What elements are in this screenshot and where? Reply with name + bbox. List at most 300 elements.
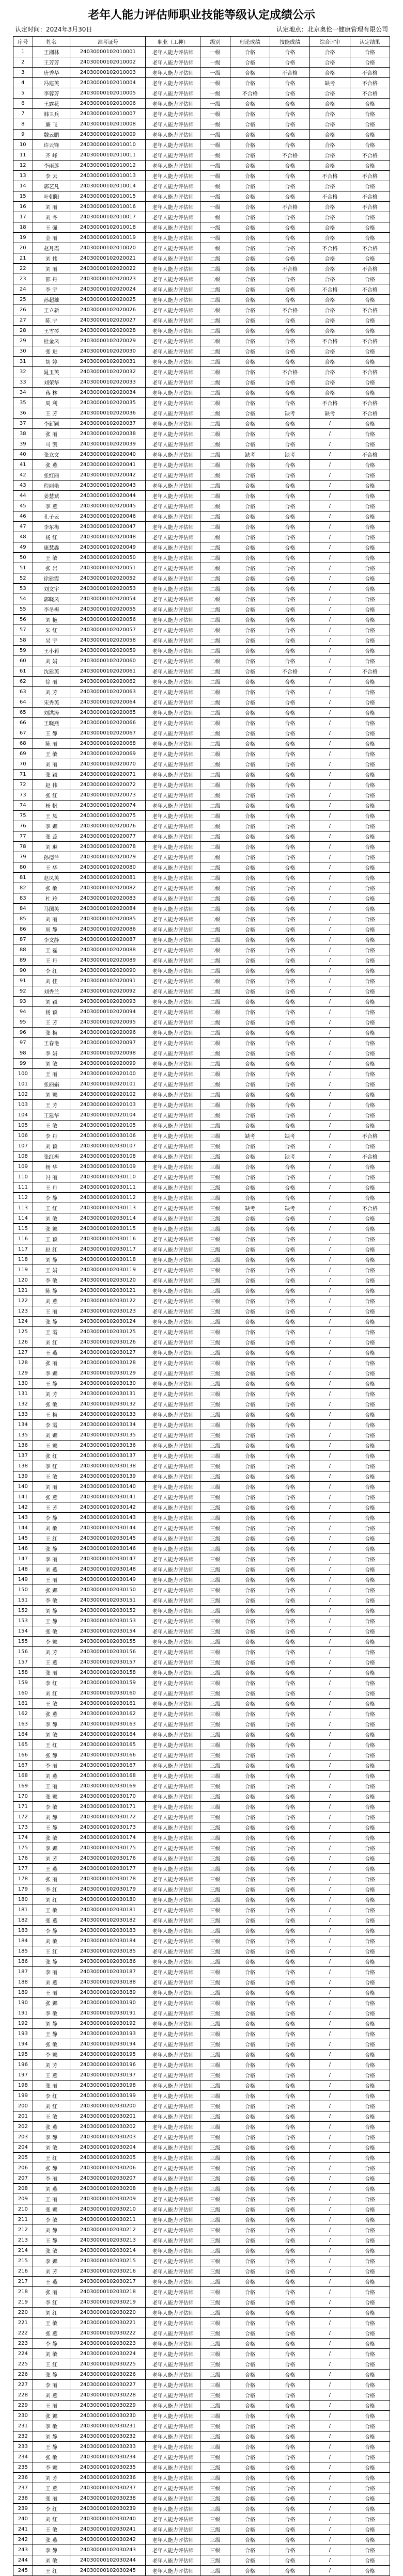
cell-no: 63: [13, 687, 33, 697]
cell-level: 二级: [200, 1110, 230, 1121]
cell-theory: 合格: [230, 1750, 270, 1761]
cell-review: 不合格: [310, 398, 350, 408]
cell-name: 张 敏: [33, 1833, 70, 1843]
cell-level: 三级: [200, 1988, 230, 1998]
cell-no: 51: [13, 563, 33, 573]
cell-occupation: 老年人能力评估师: [146, 2142, 200, 2153]
cell-skill: 合格: [270, 1389, 310, 1399]
cell-no: 211: [13, 2215, 33, 2225]
cell-level: 三级: [200, 1730, 230, 1740]
cell-name: 王 燕: [33, 2483, 70, 2493]
cell-skill: 合格: [270, 2050, 310, 2060]
cell-result: 合格: [350, 1090, 390, 1100]
table-row: [13, 831, 390, 842]
cell-skill: 合格: [270, 1977, 310, 1988]
cell-result: 合格: [350, 1255, 390, 1265]
table-row: [13, 604, 390, 615]
cell-level: 三级: [200, 2359, 230, 2370]
cell-no: 151: [13, 1595, 33, 1606]
cell-ticket: 24030000102030217: [70, 2277, 146, 2287]
cell-occupation: 老年人能力评估师: [146, 171, 200, 181]
cell-level: 二级: [200, 728, 230, 739]
cell-occupation: 老年人能力评估师: [146, 770, 200, 780]
cell-skill: 合格: [270, 635, 310, 646]
table-row: [13, 2483, 390, 2493]
cell-skill: 合格: [270, 1647, 310, 1657]
cell-result: 合格: [350, 47, 390, 57]
cell-review: /: [310, 1895, 350, 1905]
cell-result: 合格: [350, 1389, 390, 1399]
cell-level: 二级: [200, 326, 230, 336]
cell-review: /: [310, 2142, 350, 2153]
cell-skill: 合格: [270, 1007, 310, 1017]
cell-review: /: [310, 1740, 350, 1750]
cell-review: /: [310, 2153, 350, 2163]
cell-occupation: 老年人能力评估师: [146, 1977, 200, 1988]
cell-no: 130: [13, 1379, 33, 1389]
cell-level: 二级: [200, 563, 230, 573]
cell-name: 刘 芳: [33, 2266, 70, 2277]
cell-name: 刘 颖: [33, 1141, 70, 1151]
cell-theory: 合格: [230, 945, 270, 955]
cell-no: 102: [13, 1090, 33, 1100]
cell-name: 李 红: [33, 2091, 70, 2101]
cell-occupation: 老年人能力评估师: [146, 1905, 200, 1915]
cell-review: /: [310, 1977, 350, 1988]
cell-skill: 合格: [270, 1275, 310, 1286]
cell-review: /: [310, 1833, 350, 1843]
cell-name: 王 红: [33, 1533, 70, 1544]
cell-ticket: 24030000102030232: [70, 2431, 146, 2442]
cell-name: 王 颖: [33, 1234, 70, 1244]
cell-result: 合格: [350, 1967, 390, 1977]
cell-theory: 合格: [230, 2163, 270, 2173]
cell-review: /: [310, 604, 350, 615]
cell-review: /: [310, 419, 350, 429]
cell-ticket: 24030000102020076: [70, 821, 146, 831]
cell-level: 三级: [200, 1585, 230, 1595]
table-row: [13, 584, 390, 594]
cell-occupation: 老年人能力评估师: [146, 1399, 200, 1410]
cell-name: 刘 燕: [33, 1296, 70, 1306]
cell-level: 一级: [200, 202, 230, 212]
cell-name: 徐 丽: [33, 677, 70, 687]
cell-skill: 合格: [270, 99, 310, 109]
cell-skill: 合格: [270, 1100, 310, 1110]
cell-name: 张 丽: [33, 1358, 70, 1368]
cell-occupation: 老年人能力评估师: [146, 2256, 200, 2266]
cell-no: 195: [13, 2050, 33, 2060]
cell-theory: 合格: [230, 140, 270, 150]
cell-skill: 合格: [270, 2297, 310, 2308]
cell-occupation: 老年人能力评估师: [146, 542, 200, 553]
cell-level: 三级: [200, 1699, 230, 1709]
cell-level: 二级: [200, 573, 230, 584]
table-row: [13, 1069, 390, 1079]
cell-result: 不合格: [350, 336, 390, 346]
cell-skill: 合格: [270, 439, 310, 450]
cell-theory: 合格: [230, 202, 270, 212]
cell-result: 合格: [350, 790, 390, 801]
cell-level: 二级: [200, 284, 230, 295]
cell-review: /: [310, 1038, 350, 1048]
cell-name: 刘 芳: [33, 1853, 70, 1864]
cell-no: 38: [13, 429, 33, 439]
table-row: [13, 2008, 390, 2019]
cell-level: 二级: [200, 780, 230, 790]
table-row: [13, 1234, 390, 1244]
cell-name: 王 丽: [33, 2401, 70, 2411]
cell-result: 合格: [350, 2215, 390, 2225]
cell-review: /: [310, 491, 350, 501]
cell-ticket: 24030000102020061: [70, 666, 146, 677]
cell-level: 三级: [200, 1750, 230, 1761]
cell-review: /: [310, 986, 350, 997]
cell-theory: 合格: [230, 811, 270, 821]
cell-theory: 合格: [230, 119, 270, 130]
cell-review: /: [310, 1265, 350, 1275]
cell-review: /: [310, 739, 350, 749]
cell-result: 合格: [350, 2225, 390, 2235]
header-result: 认定结果: [350, 37, 390, 47]
table-row: [13, 1833, 390, 1843]
cell-occupation: 老年人能力评估师: [146, 2545, 200, 2555]
cell-theory: 合格: [230, 2256, 270, 2266]
cell-no: 50: [13, 553, 33, 563]
cell-theory: 合格: [230, 1657, 270, 1668]
cell-theory: 合格: [230, 161, 270, 171]
table-row: [13, 1017, 390, 1028]
cell-no: 237: [13, 2483, 33, 2493]
cell-name: 王 红: [33, 2566, 70, 2576]
cell-ticket: 24030000102030117: [70, 1244, 146, 1255]
cell-occupation: 老年人能力评估师: [146, 1079, 200, 1090]
cell-name: 许云锋: [33, 140, 70, 150]
cell-ticket: 24030000102030150: [70, 1585, 146, 1595]
cell-skill: 合格: [270, 1895, 310, 1905]
cell-theory: 合格: [230, 1306, 270, 1317]
cell-result: 合格: [350, 1864, 390, 1874]
cell-skill: 不合格: [270, 666, 310, 677]
cell-occupation: 老年人能力评估师: [146, 140, 200, 150]
table-row: [13, 1131, 390, 1141]
cell-theory: 合格: [230, 2297, 270, 2308]
table-row: [13, 1048, 390, 1059]
cell-name: 赵 伟: [33, 780, 70, 790]
cell-level: 三级: [200, 1616, 230, 1626]
cell-no: 223: [13, 2339, 33, 2349]
cell-review: 合格: [310, 150, 350, 161]
cell-review: /: [310, 1224, 350, 1234]
cell-name: 刘文宇: [33, 584, 70, 594]
cell-result: 合格: [350, 2359, 390, 2370]
cell-level: 三级: [200, 1647, 230, 1657]
cell-result: 合格: [350, 2566, 390, 2576]
cell-review: /: [310, 955, 350, 966]
cell-result: 合格: [350, 1100, 390, 1110]
cell-review: /: [310, 2246, 350, 2256]
cell-no: 155: [13, 1637, 33, 1647]
cell-ticket: 24030000102030111: [70, 1182, 146, 1193]
cell-level: 一级: [200, 88, 230, 99]
cell-no: 61: [13, 666, 33, 677]
cell-theory: 合格: [230, 346, 270, 357]
cell-level: 二级: [200, 739, 230, 749]
cell-name: 李 娜: [33, 1368, 70, 1379]
cell-skill: 缺考: [270, 1203, 310, 1213]
cell-review: /: [310, 842, 350, 852]
cell-name: 王 霞: [33, 1327, 70, 1337]
cell-theory: 合格: [230, 233, 270, 243]
cell-ticket: 24030000102020083: [70, 893, 146, 904]
cell-level: 二级: [200, 1048, 230, 1059]
cell-name: 张 丽: [33, 2287, 70, 2297]
cell-result: 合格: [350, 460, 390, 470]
cell-name: 王芳芳: [33, 57, 70, 68]
cell-result: 合格: [350, 955, 390, 966]
cell-ticket: 24030000102020070: [70, 759, 146, 770]
cell-no: 4: [13, 78, 33, 88]
cell-result: 合格: [350, 770, 390, 780]
cell-name: 李 宇: [33, 284, 70, 295]
cell-theory: 合格: [230, 1296, 270, 1306]
cell-level: 三级: [200, 1544, 230, 1554]
cell-review: 合格: [310, 315, 350, 326]
table-row: [13, 1265, 390, 1275]
cell-no: 59: [13, 646, 33, 656]
cell-name: 李 静: [33, 2132, 70, 2142]
table-row: [13, 1740, 390, 1750]
cell-no: 201: [13, 2111, 33, 2122]
cell-level: 三级: [200, 1348, 230, 1358]
cell-theory: 合格: [230, 336, 270, 346]
cell-occupation: 老年人能力评估师: [146, 656, 200, 666]
cell-result: 合格: [350, 1079, 390, 1090]
cell-no: 147: [13, 1554, 33, 1564]
cell-result: 合格: [350, 470, 390, 481]
cell-no: 183: [13, 1926, 33, 1936]
cell-review: /: [310, 1843, 350, 1853]
cell-ticket: 24030000102030192: [70, 2019, 146, 2029]
cell-level: 三级: [200, 1389, 230, 1399]
cell-skill: 合格: [270, 1678, 310, 1688]
cell-occupation: 老年人能力评估师: [146, 47, 200, 57]
cell-review: /: [310, 2060, 350, 2070]
cell-theory: 合格: [230, 1275, 270, 1286]
cell-review: /: [310, 1410, 350, 1420]
cell-theory: 合格: [230, 2421, 270, 2431]
cell-review: /: [310, 2308, 350, 2318]
cell-ticket: 24030000102020092: [70, 986, 146, 997]
table-row: [13, 2173, 390, 2184]
table-row: [13, 1410, 390, 1420]
cell-no: 219: [13, 2297, 33, 2308]
table-row: [13, 1791, 390, 1802]
cell-ticket: 24030000102010006: [70, 99, 146, 109]
header-name: 姓名: [33, 37, 70, 47]
cell-review: 合格: [310, 181, 350, 191]
cell-ticket: 24030000102010001: [70, 47, 146, 57]
cell-theory: 合格: [230, 305, 270, 315]
cell-review: /: [310, 2039, 350, 2050]
cell-theory: 合格: [230, 532, 270, 542]
cell-skill: 合格: [270, 161, 310, 171]
cell-skill: 合格: [270, 2493, 310, 2504]
table-row: [13, 274, 390, 284]
cell-occupation: 老年人能力评估师: [146, 2339, 200, 2349]
cell-occupation: 老年人能力评估师: [146, 2452, 200, 2462]
cell-name: 王 强: [33, 222, 70, 233]
cell-occupation: 老年人能力评估师: [146, 1657, 200, 1668]
cell-occupation: 老年人能力评估师: [146, 584, 200, 594]
cell-theory: 合格: [230, 1337, 270, 1348]
cell-ticket: 24030000102020073: [70, 790, 146, 801]
cell-theory: 合格: [230, 1895, 270, 1905]
cell-level: 三级: [200, 1368, 230, 1379]
table-row: [13, 2566, 390, 2576]
cell-occupation: 老年人能力评估师: [146, 986, 200, 997]
cell-review: /: [310, 2235, 350, 2246]
table-row: [13, 656, 390, 666]
cell-level: 三级: [200, 2091, 230, 2101]
cell-name: 王 敏: [33, 2318, 70, 2328]
cell-level: 二级: [200, 1079, 230, 1090]
cell-no: 178: [13, 1874, 33, 1884]
cell-level: 三级: [200, 2411, 230, 2421]
cell-occupation: 老年人能力评估师: [146, 2173, 200, 2184]
cell-skill: 合格: [270, 2349, 310, 2359]
cell-skill: 合格: [270, 2194, 310, 2204]
cell-occupation: 老年人能力评估师: [146, 1090, 200, 1100]
cell-result: 合格: [350, 2122, 390, 2132]
cell-name: 刘 敏: [33, 2555, 70, 2566]
cell-name: 张 敏: [33, 1399, 70, 1410]
cell-no: 47: [13, 522, 33, 532]
cell-result: 合格: [350, 491, 390, 501]
cell-no: 172: [13, 1812, 33, 1822]
cell-name: 王晓燕: [33, 718, 70, 728]
cell-result: 合格: [350, 1719, 390, 1730]
cell-occupation: 老年人能力评估师: [146, 357, 200, 367]
cell-no: 221: [13, 2318, 33, 2328]
table-row: [13, 1564, 390, 1575]
cell-name: 杨 帆: [33, 801, 70, 811]
cell-review: /: [310, 1998, 350, 2008]
cell-name: 周 利: [33, 398, 70, 408]
cell-skill: 合格: [270, 2359, 310, 2370]
cell-ticket: 24030000102030238: [70, 2493, 146, 2504]
cell-name: 王 静: [33, 1616, 70, 1626]
cell-result: 合格: [350, 986, 390, 997]
table-row: [13, 1399, 390, 1410]
cell-name: 李 红: [33, 1461, 70, 1471]
table-row: [13, 2535, 390, 2545]
cell-ticket: 24030000102030132: [70, 1399, 146, 1410]
cell-theory: 合格: [230, 770, 270, 780]
cell-no: 125: [13, 1327, 33, 1337]
cell-result: 合格: [350, 377, 390, 388]
cell-skill: 合格: [270, 346, 310, 357]
cell-skill: 合格: [270, 1193, 310, 1203]
cell-review: /: [310, 2101, 350, 2111]
cell-skill: 合格: [270, 594, 310, 604]
cell-theory: 合格: [230, 2390, 270, 2401]
cell-name: 张 敏: [33, 2452, 70, 2462]
cell-level: 三级: [200, 1833, 230, 1843]
cell-review: /: [310, 2401, 350, 2411]
cell-occupation: 老年人能力评估师: [146, 1162, 200, 1172]
cell-review: /: [310, 501, 350, 511]
cell-ticket: 24030000102010015: [70, 191, 146, 202]
cell-theory: 缺考: [230, 1203, 270, 1213]
cell-level: 三级: [200, 1791, 230, 1802]
cell-result: 合格: [350, 728, 390, 739]
cell-ticket: 24030000102020047: [70, 522, 146, 532]
cell-ticket: 24030000102030158: [70, 1668, 146, 1678]
cell-name: 李 娜: [33, 2462, 70, 2473]
cell-theory: 合格: [230, 1265, 270, 1275]
cell-theory: 合格: [230, 491, 270, 501]
cell-ticket: 24030000102020028: [70, 326, 146, 336]
cell-result: 合格: [350, 109, 390, 119]
cell-theory: 合格: [230, 1172, 270, 1182]
cell-skill: 合格: [270, 2328, 310, 2339]
cell-theory: 合格: [230, 429, 270, 439]
cell-occupation: 老年人能力评估师: [146, 377, 200, 388]
cell-level: 二级: [200, 842, 230, 852]
table-row: [13, 635, 390, 646]
cell-level: 三级: [200, 1410, 230, 1420]
table-row: [13, 1523, 390, 1533]
cell-name: 康慧鑫: [33, 542, 70, 553]
cell-name: 刘 颖: [33, 997, 70, 1007]
table-row: [13, 1358, 390, 1368]
cell-theory: 合格: [230, 264, 270, 274]
cell-review: 不合格: [310, 171, 350, 181]
cell-level: 三级: [200, 2132, 230, 2142]
cell-review: 合格: [310, 357, 350, 367]
cell-name: 刘 敏: [33, 2142, 70, 2153]
cell-skill: 合格: [270, 1668, 310, 1678]
cell-level: 二级: [200, 770, 230, 780]
cell-result: 合格: [350, 1853, 390, 1864]
cell-occupation: 老年人能力评估师: [146, 862, 200, 873]
cell-level: 三级: [200, 2173, 230, 2184]
cell-skill: 合格: [270, 2411, 310, 2421]
cell-ticket: 24030000102030223: [70, 2339, 146, 2349]
cell-name: 刘 敏: [33, 1730, 70, 1740]
cell-review: /: [310, 2215, 350, 2225]
cell-occupation: 老年人能力评估师: [146, 2370, 200, 2380]
cell-occupation: 老年人能力评估师: [146, 687, 200, 697]
cell-theory: 合格: [230, 666, 270, 677]
cell-occupation: 老年人能力评估师: [146, 1234, 200, 1244]
table-row: [13, 1028, 390, 1038]
cell-result: 合格: [350, 1420, 390, 1430]
cell-no: 241: [13, 2524, 33, 2535]
cell-skill: 合格: [270, 532, 310, 542]
cell-ticket: 24030000102030215: [70, 2256, 146, 2266]
cell-result: 合格: [350, 2287, 390, 2297]
table-row: [13, 419, 390, 429]
cell-level: 三级: [200, 1874, 230, 1884]
cell-review: /: [310, 997, 350, 1007]
cell-result: 合格: [350, 511, 390, 522]
cell-name: 王 燕: [33, 2070, 70, 2081]
cell-level: 二级: [200, 264, 230, 274]
cell-occupation: 老年人能力评估师: [146, 1296, 200, 1306]
cell-result: 不合格: [350, 1131, 390, 1141]
